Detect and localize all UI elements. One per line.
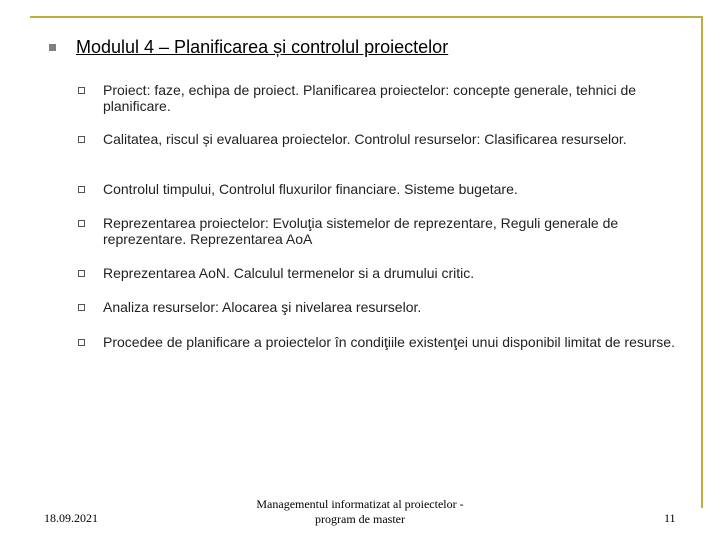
checkbox-bullet-icon [78, 339, 85, 346]
checkbox-bullet-icon [78, 270, 85, 277]
list-item-text: Analiza resurselor: Alocarea şi nivelarea resurselor. [103, 299, 422, 315]
list-item-text: Reprezentarea proiectelor: Evoluţia sistemelor de reprezentare, Reguli generale de reprezentare. Reprezentarea AoA [103, 215, 619, 247]
checkbox-bullet-icon [78, 220, 85, 227]
square-bullet-icon [49, 44, 56, 51]
page-number: 11 [664, 511, 676, 525]
checkbox-bullet-icon [78, 186, 85, 193]
slide-frame-top [30, 16, 703, 18]
footer-line-2: program de master [315, 512, 405, 526]
list-item-text: Controlul timpului, Controlul fluxurilor financiare. Sisteme bugetare. [103, 181, 518, 197]
checkbox-bullet-icon [78, 304, 85, 311]
list-item-text: Reprezentarea AoN. Calculul termenelor si a drumului critic. [103, 265, 475, 281]
list-item-text: Calitatea, riscul și evaluarea proiectelor. Controlul resurselor: Clasificarea resurselor. [103, 131, 627, 147]
slide-frame-right [701, 16, 703, 508]
checkbox-bullet-icon [78, 87, 85, 94]
footer-date: 18.09.2021 [44, 511, 98, 525]
list-item-text: Proiect: faze, echipa de proiect. Planificarea proiectelor: concepte generale, tehnici de planificare. [103, 82, 637, 114]
checkbox-bullet-icon [78, 136, 85, 143]
slide-title: Modulul 4 – Planificarea și controlul proiectelor [76, 37, 449, 57]
footer-line-1: Managementul informatizat al proiectelor - [256, 497, 464, 511]
footer-course-title [230, 497, 490, 527]
list-item-text: Procedee de planificare a proiectelor în condiţiile existenţei unui disponibil limitat de resurse. [103, 334, 675, 350]
